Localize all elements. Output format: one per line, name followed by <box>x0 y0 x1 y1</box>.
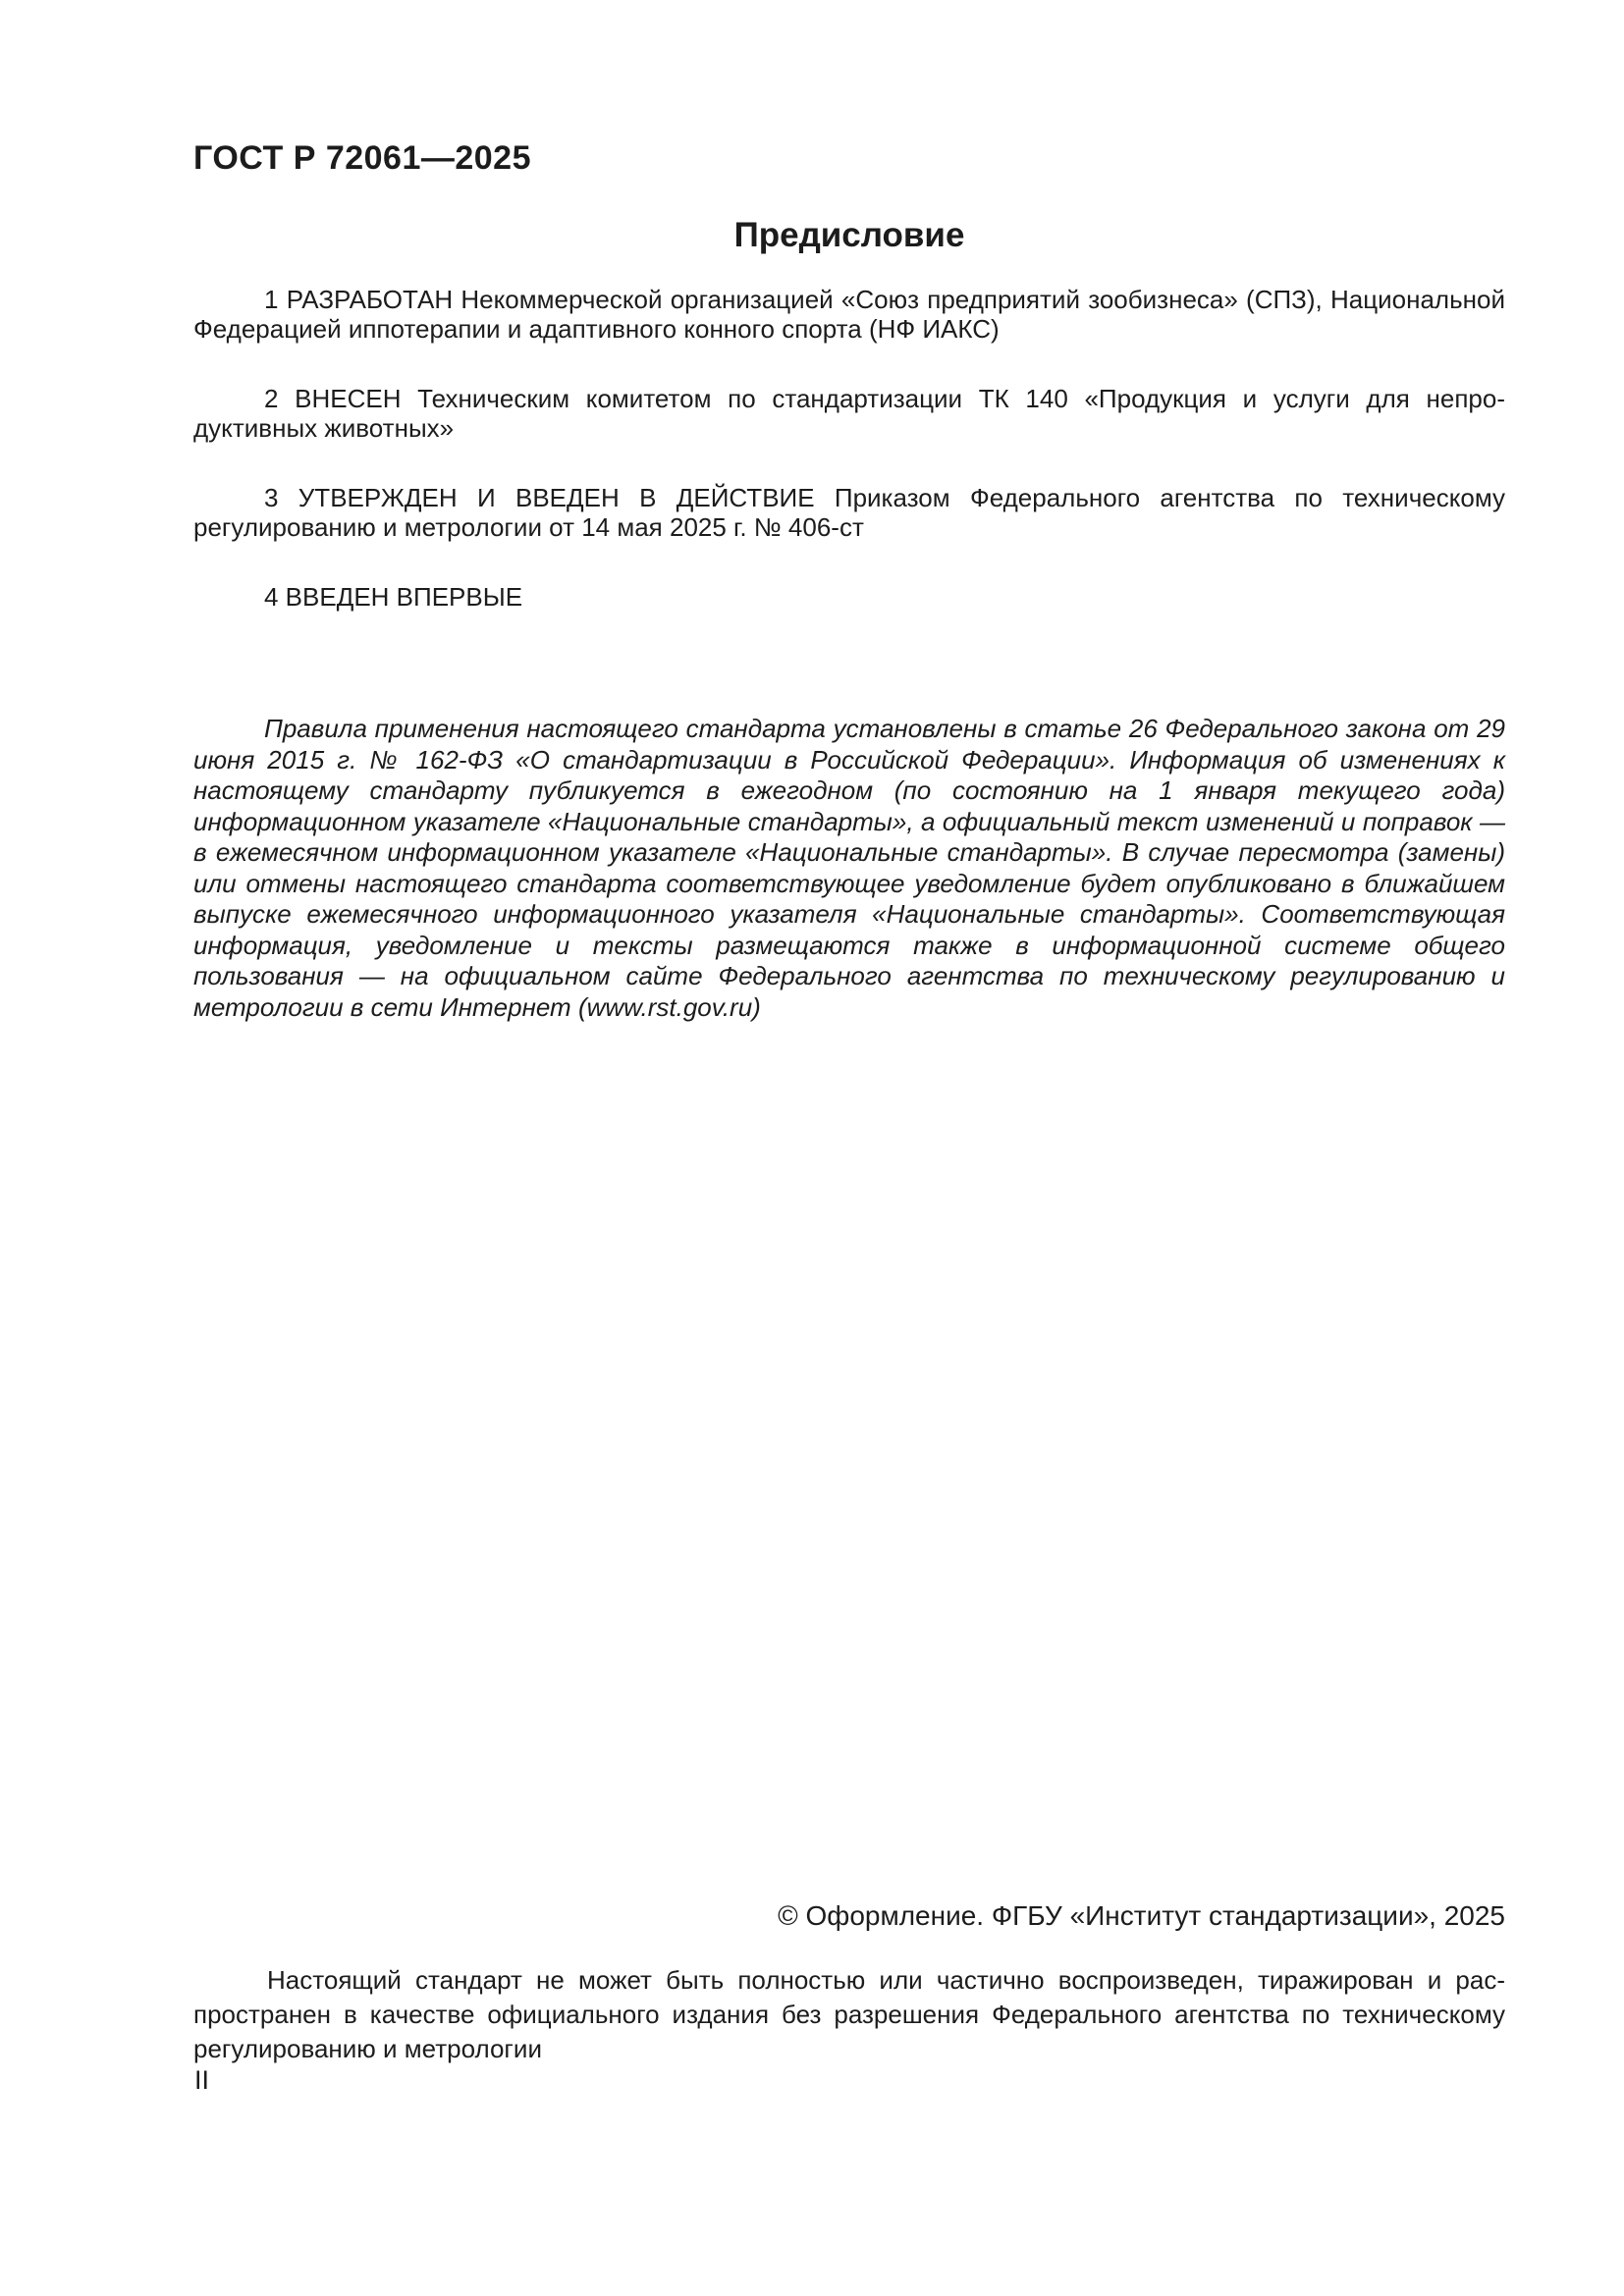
foreword-item-submitted: 2 ВНЕСЕН Техническим комитетом по стандартизации ТК 140 «Продукция и услуги для непродуктивных животных» <box>193 384 1505 443</box>
application-rules-note: Правила применения настоящего стандарта установлены в статье 26 Федерального закона от 29 июня 2015 г. № 162-ФЗ «О стандартизации в Российской Федерации». Информация об изменениях к настоящему стандарту публикуется в ежегодном (по состоянию на 1 января текущего года) информационном указателе «Национальные стандарты», а официальный текст изменений и поправок — в ежемесячном информационном указателе «Национальные стандарты». В случае пересмотра (замены) или отмены настоящего стандарта соответствующее уведомление будет опубликовано в ближайшем выпуске ежемесячного информационного указателя «Национальные стандарты». Соответствующая информация, уведомление и тексты размещаются также в информационной системе общего пользования — на официальном сайте Федерального агентства по техническому регулированию и метрологии в сети Интернет (www.rst.gov.ru) <box>193 714 1505 1022</box>
page-number: II <box>194 2065 210 2095</box>
doc-code: ГОСТ Р 72061—2025 <box>193 139 532 177</box>
foreword-item-introduced-first-time: 4 ВВЕДЕН ВПЕРВЫЕ <box>264 582 523 612</box>
reproduction-restriction-note: Настоящий стандарт не может быть полностью или частично воспроизведен, тиражирован и распространен в качестве официального издания без разрешения Федерального агентства по техническому регулированию и метрологии <box>193 1965 1505 2063</box>
copyright-line: © Оформление. ФГБУ «Институт стандартизации», 2025 <box>778 1900 1505 1931</box>
foreword-item-developed: 1 РАЗРАБОТАН Некоммерческой организацией «Союз предприятий зообизнеса» (СПЗ), Национальной Федерацией иппотерапии и адаптивного конного спорта (НФ ИАКС) <box>193 285 1505 344</box>
foreword-content <box>193 285 1505 1023</box>
foreword-item-approved: 3 УТВЕРЖДЕН И ВВЕДЕН В ДЕЙСТВИЕ Приказом Федерального агентства по техническому регулированию и метрологии от 14 мая 2025 г. № 406-ст <box>193 483 1505 542</box>
page-title: Предисловие <box>733 216 965 254</box>
